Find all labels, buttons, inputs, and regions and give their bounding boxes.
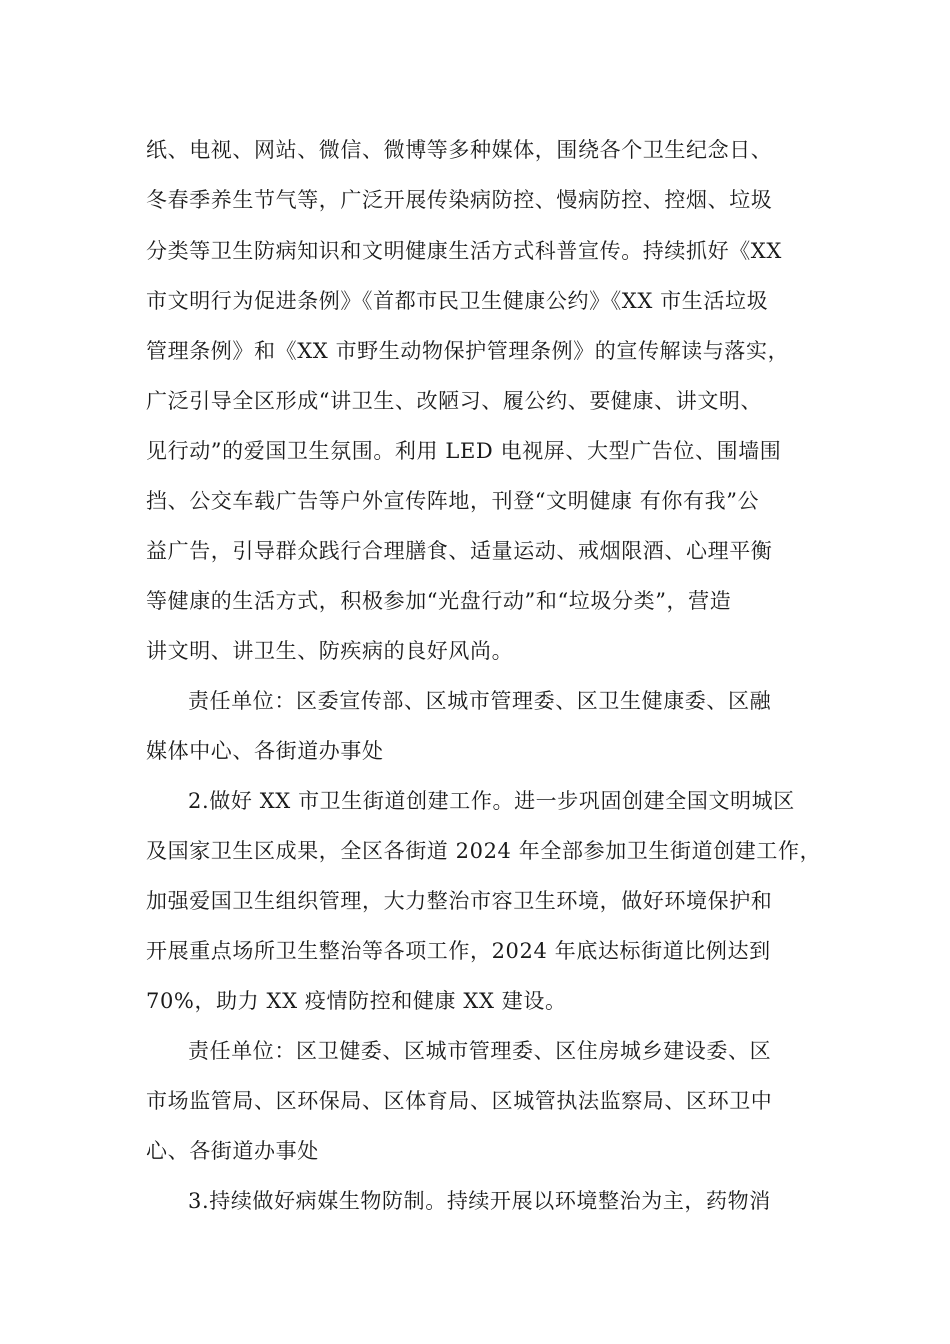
text-line-6: 广泛引导全区形成“讲卫生、改陋习、履公约、要健康、讲文明、 <box>146 389 763 413</box>
section-3-heading: 3.持续做好病媒生物防制。持续开展以环境整治为主，药物消 <box>188 1189 771 1213</box>
text-line-9: 益广告，引导群众践行合理膳食、适量运动、戒烟限酒、心理平衡 <box>146 539 773 563</box>
text-line-8: 挡、公交车载广告等户外宣传阵地，刊登“文明健康 有你有我”公 <box>146 489 760 513</box>
responsibility-line-4: 市场监管局、区环保局、区体育局、区城管执法监察局、区环卫中 <box>146 1089 773 1113</box>
text-line-16: 加强爱国卫生组织管理，大力整治市容卫生环境，做好环境保护和 <box>146 889 773 913</box>
text-line-5: 管理条例》和《XX 市野生动物保护管理条例》的宣传解读与落实， <box>146 339 790 363</box>
responsibility-line-3: 责任单位：区卫健委、区城市管理委、区住房城乡建设委、区 <box>188 1039 772 1063</box>
text-line-17: 开展重点场所卫生整治等各项工作，2024 年底达标街道比例达到 <box>146 939 771 963</box>
text-line-2: 冬春季养生节气等，广泛开展传染病防控、慢病防控、控烟、垃圾 <box>146 188 773 212</box>
text-line-18: 70%，助力 XX 疫情防控和健康 XX 建设。 <box>146 989 567 1013</box>
text-line-1: 纸、电视、网站、微信、微博等多种媒体，围绕各个卫生纪念日、 <box>146 138 773 162</box>
text-line-4: 市文明行为促进条例》《首都市民卫生健康公约》《XX 市生活垃圾 <box>146 289 769 313</box>
responsibility-line-5: 心、各街道办事处 <box>146 1139 319 1163</box>
responsibility-line-2: 媒体中心、各街道办事处 <box>146 739 384 763</box>
text-line-11: 讲文明、讲卫生、防疾病的良好风尚。 <box>146 639 514 663</box>
text-line-3: 分类等卫生防病知识和文明健康生活方式科普宣传。持续抓好《XX <box>146 239 782 263</box>
text-line-7: 见行动”的爱国卫生氛围。利用 LED 电视屏、大型广告位、围墙围 <box>146 439 782 463</box>
responsibility-line-1: 责任单位：区委宣传部、区城市管理委、区卫生健康委、区融 <box>188 689 772 713</box>
section-2-heading: 2.做好 XX 市卫生街道创建工作。进一步巩固创建全国文明城区 <box>188 789 795 813</box>
text-line-10: 等健康的生活方式，积极参加“光盘行动”和“垃圾分类”，营造 <box>146 589 732 613</box>
text-line-15: 及国家卫生区成果，全区各街道 2024 年全部参加卫生街道创建工作， <box>146 839 822 863</box>
